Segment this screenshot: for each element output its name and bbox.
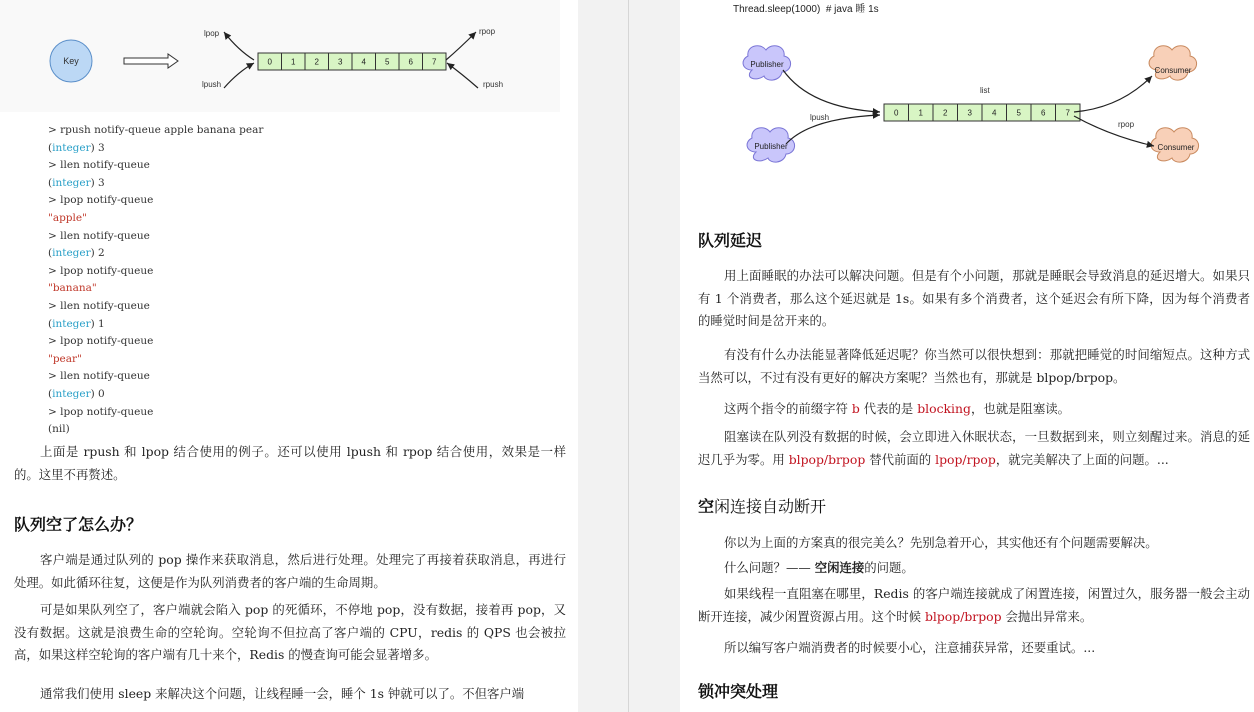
delay3-blocking-highlight: blocking xyxy=(917,401,971,416)
code-line: > llen notify-queue xyxy=(48,229,150,242)
code-line: (integer) 3 xyxy=(48,141,105,154)
right-page xyxy=(680,0,1254,712)
list-cell-label: 5 xyxy=(385,57,390,67)
idle2-part-c: 的问题。 xyxy=(864,560,914,575)
rpop-label: rpop xyxy=(479,27,496,36)
paragraph-empty-3: 通常我们使用 sleep 来解决这个问题，让线程睡一会，睡个 1s 钟就可以了。不但客户端 xyxy=(40,686,525,701)
list-cells-right xyxy=(884,104,1080,121)
code-line: > lpop notify-queue xyxy=(48,405,154,418)
delay3-part-a: 这两个指令的前缀字符 xyxy=(724,401,852,416)
list-cell-label: 5 xyxy=(1016,108,1021,118)
idle2-part-a: 什么问题？—— xyxy=(724,560,815,575)
list-cell-label: 1 xyxy=(918,108,923,118)
paragraph-idle-1: 你以为上面的方案真的很完美么？先别急着开心，其实他还有个问题需要解决。 xyxy=(724,535,1158,550)
lpush-label-right: lpush xyxy=(810,113,830,122)
paragraph-delay-4 xyxy=(698,426,1250,471)
list-cell-label: 0 xyxy=(894,108,899,118)
string-result: "pear" xyxy=(48,352,82,365)
page-divider xyxy=(628,0,629,712)
delay4-part-e: ，就完美解决了上面的问题。... xyxy=(995,451,1169,467)
string-result: "banana" xyxy=(48,282,97,295)
integer-type: integer xyxy=(52,247,91,260)
list-cell-label: 0 xyxy=(267,57,272,67)
heading-idle-rest: 闲连接自动断开 xyxy=(714,497,827,516)
paragraph-idle-2 xyxy=(698,557,1250,580)
code-line: > rpush notify-queue apple banana pear xyxy=(48,124,264,136)
list-cell-label: 1 xyxy=(291,57,296,67)
code-line: > llen notify-queue xyxy=(48,370,150,383)
code-line: > lpop notify-queue xyxy=(48,335,154,348)
delay3-part-c: 代表的是 xyxy=(859,401,918,416)
redis-code-block xyxy=(48,122,263,439)
key-label: Key xyxy=(63,56,79,66)
integer-type: integer xyxy=(52,141,91,154)
paragraph-delay-1: 用上面睡眠的办法可以解决问题。但是有个小问题，那就是睡眠会导致消息的延迟增大。如果只有 1 个消费者，那么这个延迟就是 1s。如果有多个消费者，这个延迟会有所下降，因为每个消费者的睡觉时间是岔开来的。 xyxy=(698,268,1250,328)
publisher-cloud-1 xyxy=(743,46,791,80)
heading-idle-connection xyxy=(698,494,826,517)
integer-type: integer xyxy=(52,176,91,189)
list-cell-label: 7 xyxy=(1065,108,1070,118)
code-line: > llen notify-queue xyxy=(48,159,150,172)
pubsub-diagram xyxy=(680,24,1254,214)
consumer1-arrow xyxy=(1074,76,1152,112)
integer-type: integer xyxy=(52,387,91,400)
delay4-part-a: 阻塞读在队列没有数据的时候，会立即进入休眠状态，一旦数据到来，则立刻醒过来。消息的延迟几乎为零。用 xyxy=(698,429,1250,467)
integer-type: integer xyxy=(52,317,91,330)
code-line: (integer) 3 xyxy=(48,176,105,189)
consumer-cloud-1 xyxy=(1149,46,1197,80)
publisher1-arrow xyxy=(783,70,880,112)
code-line: > llen notify-queue xyxy=(48,299,150,312)
code-line: (integer) 0 xyxy=(48,387,105,400)
list-cell-label: 6 xyxy=(1041,108,1046,118)
consumer-label-1: Consumer xyxy=(1154,66,1192,75)
publisher-cloud-2 xyxy=(747,128,795,162)
code-line: > lpop notify-queue xyxy=(48,264,154,277)
list-cell-label: 3 xyxy=(967,108,972,118)
delay4-lpop-highlight: lpop/rpop xyxy=(935,451,996,467)
idle3-blpop-highlight: blpop/brpop xyxy=(924,608,1002,624)
publisher2-arrow xyxy=(786,115,880,144)
code-line xyxy=(48,210,263,228)
idle2-bold: 空闲连接 xyxy=(814,560,865,575)
lpush-label: lpush xyxy=(202,80,222,89)
list-cell-label: 3 xyxy=(338,57,343,67)
heading-queue-delay: 队列延迟 xyxy=(698,231,763,250)
heading-lock-conflict: 锁冲突处理 xyxy=(698,682,779,701)
paragraph-empty-1: 客户端是通过队列的 pop 操作来获取消息，然后进行处理。处理完了再接着获取消息，再进行处理。如此循环往复，这便是作为队列消费者的客户端的生命周期。 xyxy=(14,552,566,590)
code-line: (integer) 2 xyxy=(48,247,105,260)
queue-diagram-left xyxy=(0,0,578,112)
consumer-cloud-2 xyxy=(1151,128,1199,162)
paragraph-idle-3 xyxy=(698,583,1250,628)
code-line: (integer) 1 xyxy=(48,317,105,330)
paragraph-delay-2: 有没有什么办法能显著降低延迟呢？你当然可以很快想到：那就把睡觉的时间缩短点。这种方式当然可以，不过有没有更好的解决方案呢？当然也有，那就是 blpop/brpop。 xyxy=(698,347,1250,385)
list-cell-label: 4 xyxy=(361,57,366,67)
left-page xyxy=(0,0,578,712)
code-line xyxy=(48,351,263,369)
heading-idle-bold: 空 xyxy=(698,497,715,516)
paragraph-delay-3 xyxy=(698,398,1250,421)
list-cells-left xyxy=(258,53,446,70)
delay4-part-c: 替代前面的 xyxy=(865,451,936,467)
list-cell-label: 7 xyxy=(432,57,437,67)
idle3-part-c: 会抛出异常来。 xyxy=(1001,608,1093,624)
code-line: > lpop notify-queue xyxy=(48,194,154,207)
code-line xyxy=(48,280,263,298)
lpop-label: lpop xyxy=(204,29,220,38)
sleep-code-line: Thread.sleep(1000) # java 睡 1s xyxy=(733,4,879,15)
consumer-label-2: Consumer xyxy=(1157,143,1195,152)
list-cell-label: 2 xyxy=(314,57,319,67)
delay3-b-highlight: b xyxy=(851,401,860,416)
heading-queue-empty: 队列空了怎么办？ xyxy=(14,515,143,534)
paragraph-empty-2: 可是如果队列空了，客户端就会陷入 pop 的死循环，不停地 pop，没有数据，接着再 pop，又没有数据。这就是浪费生命的空轮询。空轮询不但拉高了客户端的 CPU，redis 的 QPS 也会被拉高，如果这样空轮询的客户端有几十来个，Redis 的慢查询可能会显著增多。 xyxy=(14,602,566,662)
paragraph-after-code: 上面是 rpush 和 lpop 结合使用的例子。还可以使用 lpush 和 rpop 结合使用，效果是一样的。这里不再赘述。 xyxy=(14,444,566,482)
list-cell-label: 4 xyxy=(992,108,997,118)
publisher-label-1: Publisher xyxy=(750,60,784,69)
idle3-part-a: 如果线程一直阻塞在哪里，Redis 的客户端连接就成了闲置连接，闲置过久，服务器一般会主动断开连接，减少闲置资源占用。这个时候 xyxy=(698,586,1250,624)
list-cell-label: 2 xyxy=(943,108,948,118)
consumer2-arrow xyxy=(1074,116,1154,146)
list-cell-label: 6 xyxy=(408,57,413,67)
list-label: list xyxy=(980,86,990,95)
delay3-part-e: ，也就是阻塞读。 xyxy=(970,401,1071,416)
string-result: "apple" xyxy=(48,211,87,224)
paragraph-idle-4: 所以编写客户端消费者的时候要小心，注意捕获异常，还要重试。... xyxy=(724,640,1096,655)
delay4-blpop-highlight: blpop/brpop xyxy=(788,451,866,467)
rpush-label: rpush xyxy=(483,80,504,89)
rpop-label-right: rpop xyxy=(1118,120,1135,129)
code-line: (nil) xyxy=(48,423,70,436)
publisher-label-2: Publisher xyxy=(754,142,788,151)
